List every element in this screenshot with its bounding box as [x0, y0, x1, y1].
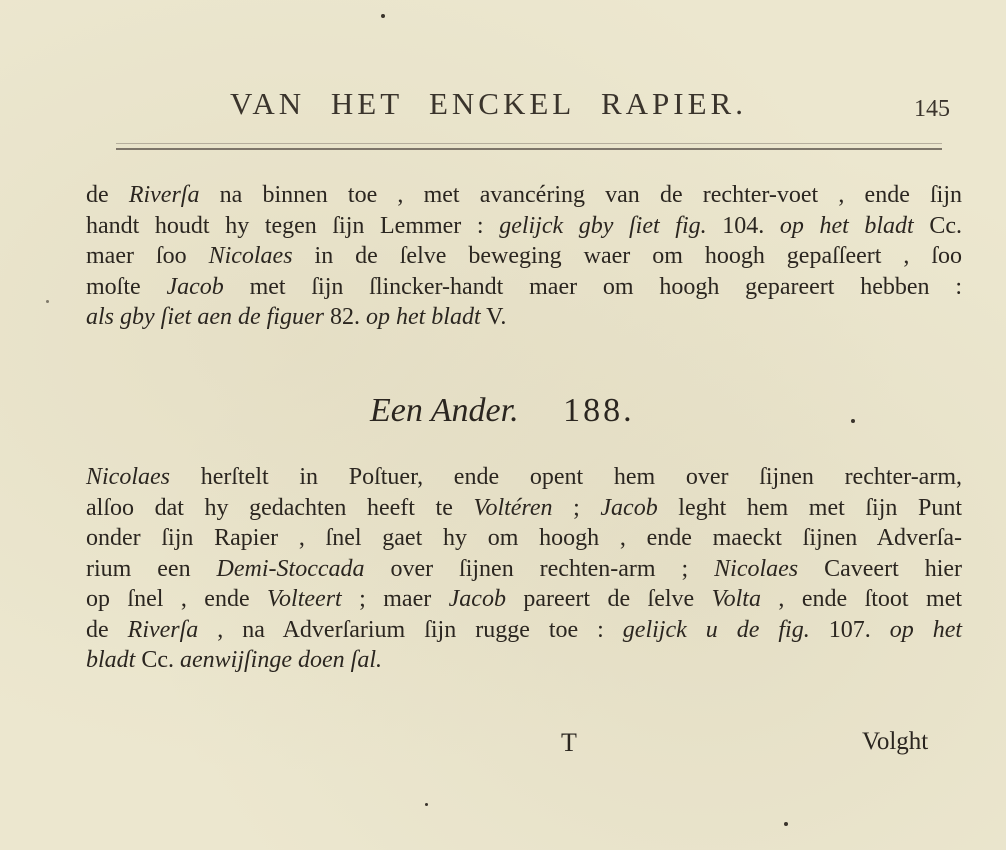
text-run: op ſnel , ende — [86, 586, 268, 612]
running-head — [230, 86, 761, 122]
text-run: pareert de ſelve — [505, 586, 712, 612]
italic-run: op het — [889, 616, 963, 643]
italic-run: Nicolaes — [714, 555, 799, 582]
text-run: ; — [552, 494, 601, 521]
paragraph-1 — [86, 180, 962, 333]
text-run: over ſijnen rechten-arm ; — [364, 555, 715, 582]
text-run: moſte — [86, 273, 167, 300]
italic-run: Volta — [711, 586, 761, 612]
italic-run: op het bladt — [779, 212, 914, 239]
italic-run: Volteert — [267, 586, 342, 612]
italic-run: Nicolaes — [208, 243, 293, 269]
text-run: in de ſelve beweging waer om hoogh gepaſſeert , ſoo — [292, 243, 962, 269]
header-rule-thin — [116, 143, 942, 144]
catchword: Volght — [862, 728, 929, 755]
header-rule — [116, 148, 942, 150]
signature-mark: T — [561, 728, 577, 757]
italic-run: Riverſa — [127, 616, 199, 643]
text-run: met ſijn ſlincker-handt maer om hoogh gepareert hebben : — [223, 273, 963, 300]
paper-speck — [851, 419, 855, 423]
text-run: maer ſoo — [86, 243, 209, 269]
text-line — [86, 462, 962, 493]
running-head-word: HET — [330, 86, 404, 121]
italic-run: Jacob — [448, 586, 506, 612]
paper-speck — [46, 300, 49, 303]
text-run: handt houdt hy tegen ſijn Lemmer : — [86, 212, 500, 239]
paper-speck — [784, 822, 788, 826]
text-line — [86, 523, 962, 554]
text-line — [86, 493, 962, 524]
text-run: 82. — [323, 304, 366, 330]
text-run: Cc. — [135, 647, 181, 673]
italic-run: aenwijſinge doen ſal. — [180, 647, 382, 673]
section-heading-number: 188. — [563, 392, 635, 429]
text-line — [86, 554, 962, 585]
text-run: de — [86, 182, 129, 208]
italic-run: gelijck u de fig. — [622, 616, 810, 643]
text-run: herſtelt in Poſtuer, ende opent hem over ſijnen rechter-arm, — [170, 464, 962, 490]
section-heading — [370, 392, 635, 430]
text-line — [86, 584, 962, 615]
running-head-word: ENCKEL — [428, 86, 576, 121]
italic-run: bladt — [86, 647, 136, 673]
text-run: V. — [480, 304, 507, 330]
text-run: Caveert hier — [798, 555, 962, 582]
text-run: 107. — [809, 616, 890, 643]
paragraph-2 — [86, 462, 962, 676]
text-run: 104. — [706, 212, 780, 239]
text-run: onder ſijn Rapier , ſnel gaet hy om hoogh , ende maeckt ſijnen Adverſa- — [86, 525, 962, 551]
italic-run: Nicolaes — [86, 464, 170, 490]
text-run: na binnen toe , met avancéring van de rechter-voet , ende ſijn — [199, 182, 963, 208]
text-line — [86, 272, 962, 303]
text-line — [86, 211, 962, 242]
text-run: leght hem met ſijn Punt — [657, 494, 962, 521]
text-run: de — [86, 616, 128, 643]
running-head-word: VAN — [230, 86, 306, 121]
text-run: alſoo dat hy gedachten heeft te — [86, 494, 474, 521]
paper-speck — [381, 14, 385, 18]
text-line — [86, 645, 962, 676]
text-run: Cc. — [913, 212, 962, 239]
italic-run: Demi-Stoccada — [216, 555, 365, 582]
text-run: , ende ſtoot met — [760, 586, 963, 612]
italic-run: als gby ſiet aen de figuer — [86, 304, 324, 330]
page-number: 145 — [914, 96, 950, 122]
text-line — [86, 615, 962, 646]
paper-speck — [425, 803, 428, 806]
italic-run: Riverſa — [128, 182, 200, 208]
text-run: ; maer — [341, 586, 449, 612]
section-heading-title: Een Ander. — [370, 392, 519, 429]
text-run: , na Adverſarium ſijn rugge toe : — [198, 616, 623, 643]
text-line — [86, 180, 962, 211]
text-line — [86, 241, 962, 272]
italic-run: op het bladt — [365, 304, 481, 330]
italic-run: Voltéren — [473, 494, 553, 521]
italic-run: Jacob — [600, 494, 658, 521]
italic-run: gelijck gby ſiet fig. — [499, 212, 707, 239]
text-run: rium een — [86, 555, 217, 582]
italic-run: Jacob — [166, 273, 224, 300]
running-head-word: RAPIER. — [600, 86, 747, 121]
text-line — [86, 302, 962, 333]
